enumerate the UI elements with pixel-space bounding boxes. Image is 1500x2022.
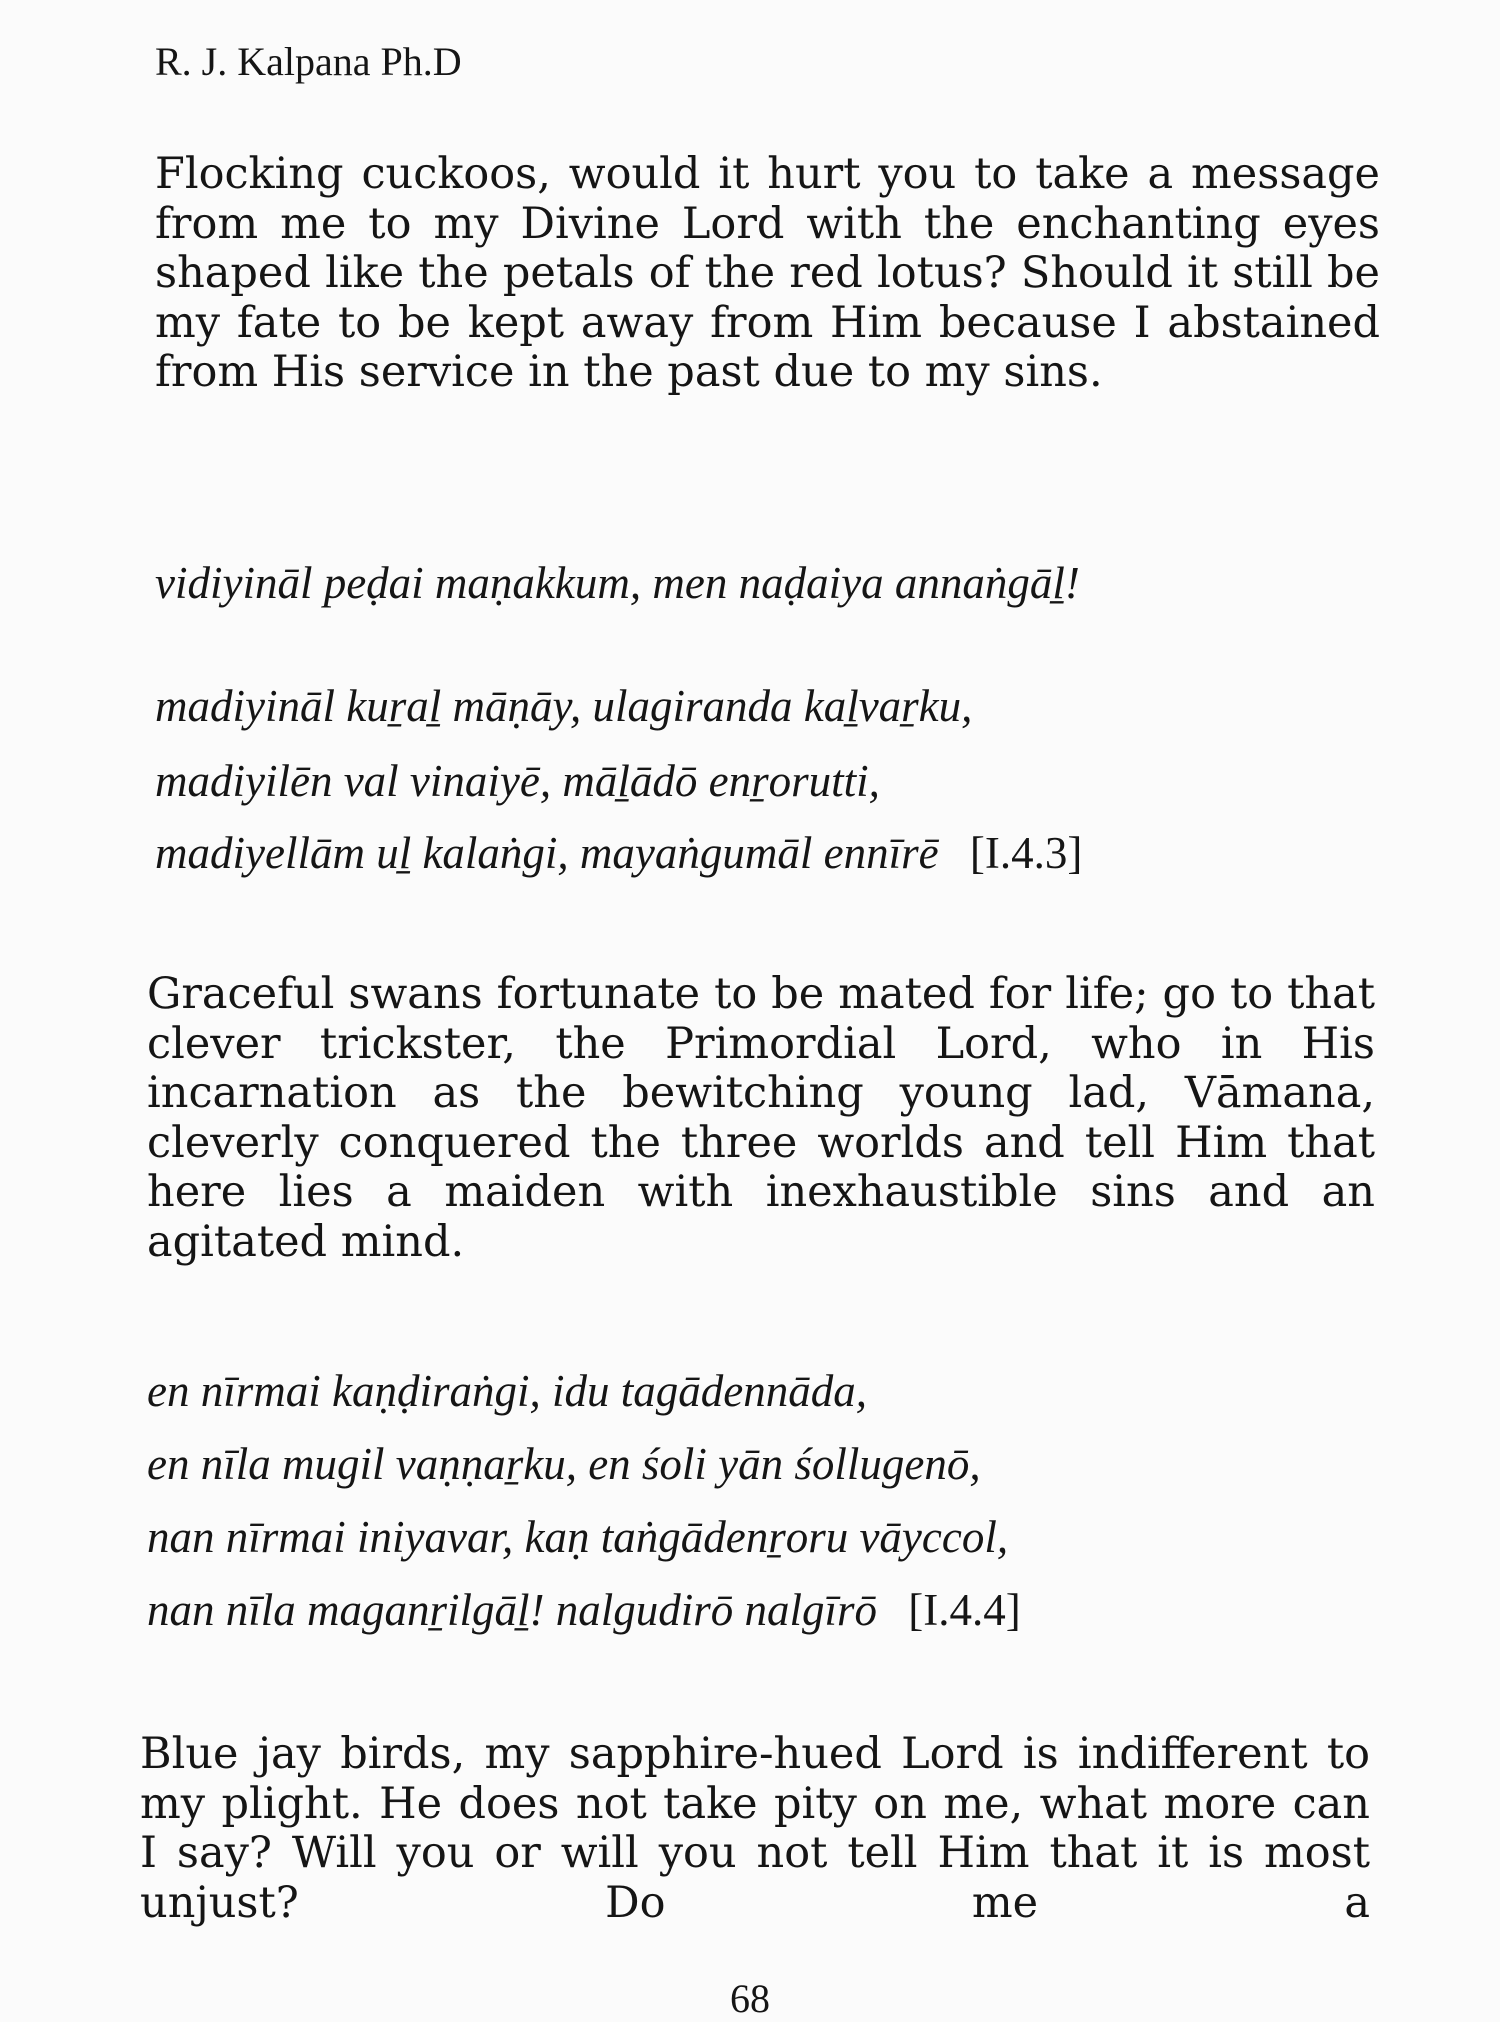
verse-1-line-4 (155, 827, 1082, 879)
verse-1-reference: [I.4.3] (969, 828, 1083, 878)
verse-1-line-2: madiyināl kuṟaḻ māṇāy, ulagiranda kaḻvaṟku, (155, 681, 973, 731)
running-header-author: R. J. Kalpana Ph.D (155, 39, 462, 84)
verse-2-line-1: en nīrmai kaṇḍiraṅgi, idu tagādennāda, (147, 1366, 867, 1416)
prose-paragraph-2: Graceful swans fortunate to be mated for life; go to that clever trickster, the Primordial Lord, who in His incarnation as the bewitching young lad, Vāmana, cleverly conquered the three worlds and tell Him that here lies a maiden with inexhaustible sins and an agitated mind. (147, 969, 1375, 1267)
verse-1-line-4-text: madiyellām uḻ kalaṅgi, mayaṅgumāl ennīrē (155, 828, 939, 878)
verse-1-line-1: vidiyināl peḍai maṇakkum, men naḍaiya annaṅgāḻ! (155, 558, 1080, 608)
verse-2-line-4 (147, 1584, 1021, 1636)
verse-1-line-3: madiyilēn val vinaiyē, māḻādō enṟorutti, (155, 756, 880, 806)
page-number: 68 (730, 1976, 770, 2021)
prose-paragraph-1: Flocking cuckoos, would it hurt you to take a message from me to my Divine Lord with the enchanting eyes shaped like the petals of the red lotus? Should it still be my fate to be kept away from Him because I abstained from His service in the past due to my sins. (155, 149, 1380, 397)
verse-2-line-3: nan nīrmai iniyavar, kaṇ taṅgādenṟoru vāyccol, (147, 1512, 1009, 1562)
verse-2-reference: [I.4.4] (908, 1585, 1021, 1635)
prose-paragraph-3: Blue jay birds, my sapphire-hued Lord is indifferent to my plight. He does not take pity on me, what more can I say? Will you or will you not tell Him that it is most unjust? Do me a (140, 1729, 1370, 1928)
verse-2-line-2: en nīla mugil vaṇṇaṟku, en śoli yān śollugenō, (147, 1439, 981, 1489)
verse-2-line-4-text: nan nīla maganṟilgāḻ! nalgudirō nalgīrō (147, 1585, 878, 1635)
